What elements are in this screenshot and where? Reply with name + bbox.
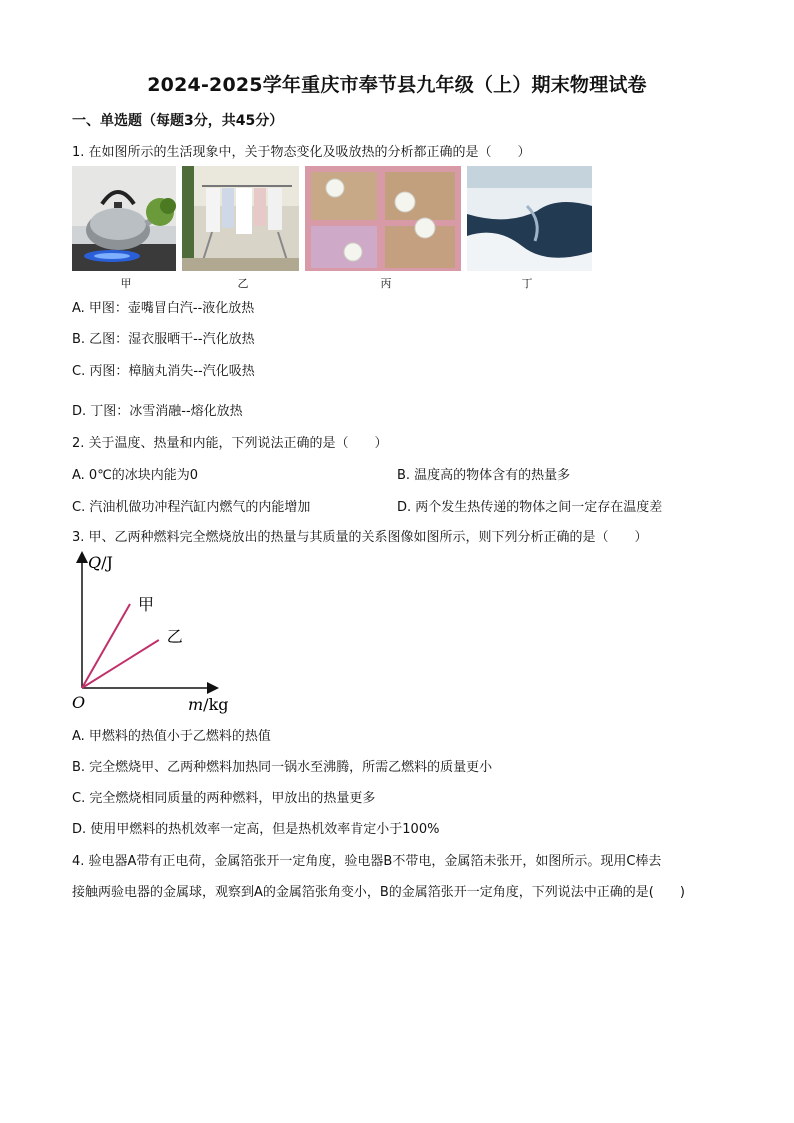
- page-title: 2024-2025学年重庆市奉节县九年级（上）期末物理试卷: [147, 74, 647, 96]
- series-line-jia: [82, 604, 130, 688]
- q2-option-d: D. 两个发生热传递的物体之间一定存在温度差: [397, 500, 663, 515]
- caption-yi: 乙: [237, 277, 249, 290]
- q3-option-b: B. 完全燃烧甲、乙两种燃料加热同一锅水至沸腾，所需乙燃料的质量更小: [72, 760, 493, 775]
- caption-bing: 丙: [380, 277, 392, 290]
- series-label-yi: 乙: [166, 627, 183, 646]
- origin-label: O: [72, 693, 86, 712]
- series-label-jia: 甲: [138, 595, 155, 614]
- y-axis-label: Q/J: [88, 553, 113, 572]
- section-heading: 一、单选题（每题3分，共45分）: [72, 113, 284, 129]
- q3-option-c: C. 完全燃烧相同质量的两种燃料，甲放出的热量更多: [72, 791, 376, 806]
- x-axis-label: m/kg: [188, 695, 229, 714]
- caption-ding: 丁: [521, 277, 533, 290]
- q1-option-b: B. 乙图：湿衣服晒干--汽化放热: [72, 332, 255, 347]
- q2-option-a: A. 0℃的冰块内能为0: [72, 468, 199, 483]
- melting-ice-photo: [467, 166, 592, 271]
- q1-option-d: D. 丁图：冰雪消融--熔化放热: [72, 404, 243, 419]
- clothes-rack-photo: [182, 166, 299, 271]
- question-4-stem-line-1: 4. 验电器A带有正电荷，金属箔张开一定角度，验电器B不带电，金属箔未张开，如图所示。现用C棒去: [72, 854, 662, 869]
- question-3-stem: 3. 甲、乙两种燃料完全燃烧放出的热量与其质量的关系图像如图所示，则下列分析正确的是（ ）: [72, 530, 648, 545]
- heat-mass-graph: [70, 548, 230, 716]
- q1-option-c: C. 丙图：樟脑丸消失--汽化吸热: [72, 364, 255, 379]
- q3-option-a: A. 甲燃料的热值小于乙燃料的热值: [72, 729, 271, 744]
- series-line-yi: [82, 640, 159, 688]
- q2-option-b: B. 温度高的物体含有的热量多: [397, 468, 571, 483]
- question-4-stem-line-2: 接触两验电器的金属球，观察到A的金属箔张角变小，B的金属箔张开一定角度，下列说法中正确的是( ): [72, 885, 685, 900]
- q1-option-a: A. 甲图：壶嘴冒白汽--液化放热: [72, 301, 255, 316]
- question-2-stem: 2. 关于温度、热量和内能，下列说法正确的是（ ）: [72, 436, 388, 451]
- mothballs-photo: [305, 166, 461, 271]
- q3-option-d: D. 使用甲燃料的热机效率一定高，但是热机效率肯定小于100%: [72, 822, 440, 837]
- kettle-photo: [72, 166, 176, 271]
- caption-jia: 甲: [120, 277, 132, 290]
- q2-option-c: C. 汽油机做功冲程汽缸内燃气的内能增加: [72, 500, 311, 515]
- question-1-stem: 1. 在如图所示的生活现象中，关于物态变化及吸放热的分析都正确的是（ ）: [72, 145, 531, 160]
